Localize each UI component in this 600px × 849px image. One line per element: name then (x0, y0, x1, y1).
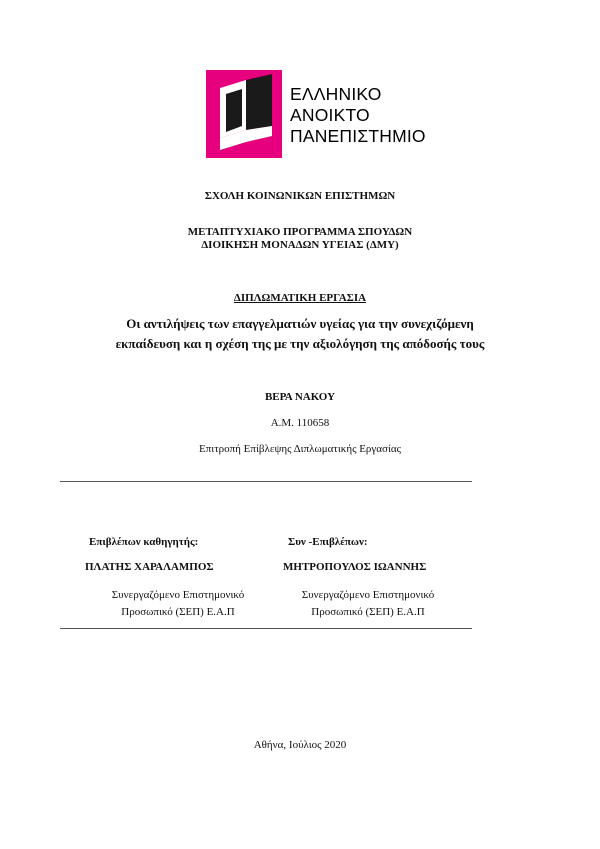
program-line-2: ΔΙΟΙΚΗΣΗ ΜΟΝΑΔΩΝ ΥΓΕΙΑΣ (ΔΜΥ) (201, 239, 399, 251)
main-role-line-1: Συνεργαζόμενο Επιστημονικό (111, 589, 245, 601)
co-supervisor-role (268, 587, 468, 621)
committee-label: Επιτροπή Επίβλεψης Διπλωματικής Εργασίας (198, 443, 402, 455)
school-name: ΣΧΟΛΗ ΚΟΙΝΩΝΙΚΩΝ ΕΠΙΣΤΗΜΩΝ (204, 190, 396, 202)
co-role-line-2: Προσωπικό (ΣΕΠ) Ε.Α.Π (311, 606, 425, 618)
logo-emblem-icon (206, 70, 286, 160)
main-supervisor-name: ΠΛΑΤΗΣ ΧΑΡΑΛΑΜΠΟΣ (85, 561, 214, 573)
divider-top (60, 481, 472, 482)
co-supervisor-name: ΜΗΤΡΟΠΟΥΛΟΣ ΙΩΑΝΝΗΣ (283, 561, 427, 573)
university-logo (206, 70, 426, 160)
thesis-label (0, 292, 600, 304)
main-role-line-2: Προσωπικό (ΣΕΠ) Ε.Α.Π (121, 606, 235, 618)
thesis-title (0, 314, 600, 354)
thesis-label-text: ΔΙΠΛΩΜΑΤΙΚΗ ΕΡΓΑΣΙΑ (233, 292, 367, 304)
logo-wordmark (290, 84, 426, 147)
logo-line-3: ΠΑΝΕΠΙΣΤΗΜΙΟ (290, 126, 426, 146)
logo-line-1: ΕΛΛΗΝΙΚΟ (290, 84, 382, 104)
divider-bottom (60, 628, 472, 629)
main-supervisor-label: Επιβλέπων καθηγητής: (89, 536, 199, 548)
main-supervisor-role (78, 587, 278, 621)
program-heading (0, 226, 600, 252)
student-id: Α.Μ. 110658 (270, 417, 330, 429)
title-line-2: εκπαίδευση και η σχέση της με την αξιολόγηση της απόδοσής τους (115, 336, 485, 351)
program-line-1: ΜΕΤΑΠΤΥΧΙΑΚΟ ΠΡΟΓΡΑΜΜΑ ΣΠΟΥΔΩΝ (187, 226, 413, 238)
logo-line-2: ΑΝΟΙΚΤΟ (290, 105, 370, 125)
title-line-1: Οι αντιλήψεις των επαγγελματιών υγείας για την συνεχιζόμενη (126, 316, 474, 331)
co-supervisor-label: Συν -Επιβλέπων: (288, 536, 368, 548)
author-name: ΒΕΡΑ ΝΑΚΟΥ (264, 391, 336, 403)
co-role-line-1: Συνεργαζόμενο Επιστημονικό (301, 589, 435, 601)
place-date: Αθήνα, Ιούλιος 2020 (253, 739, 347, 751)
